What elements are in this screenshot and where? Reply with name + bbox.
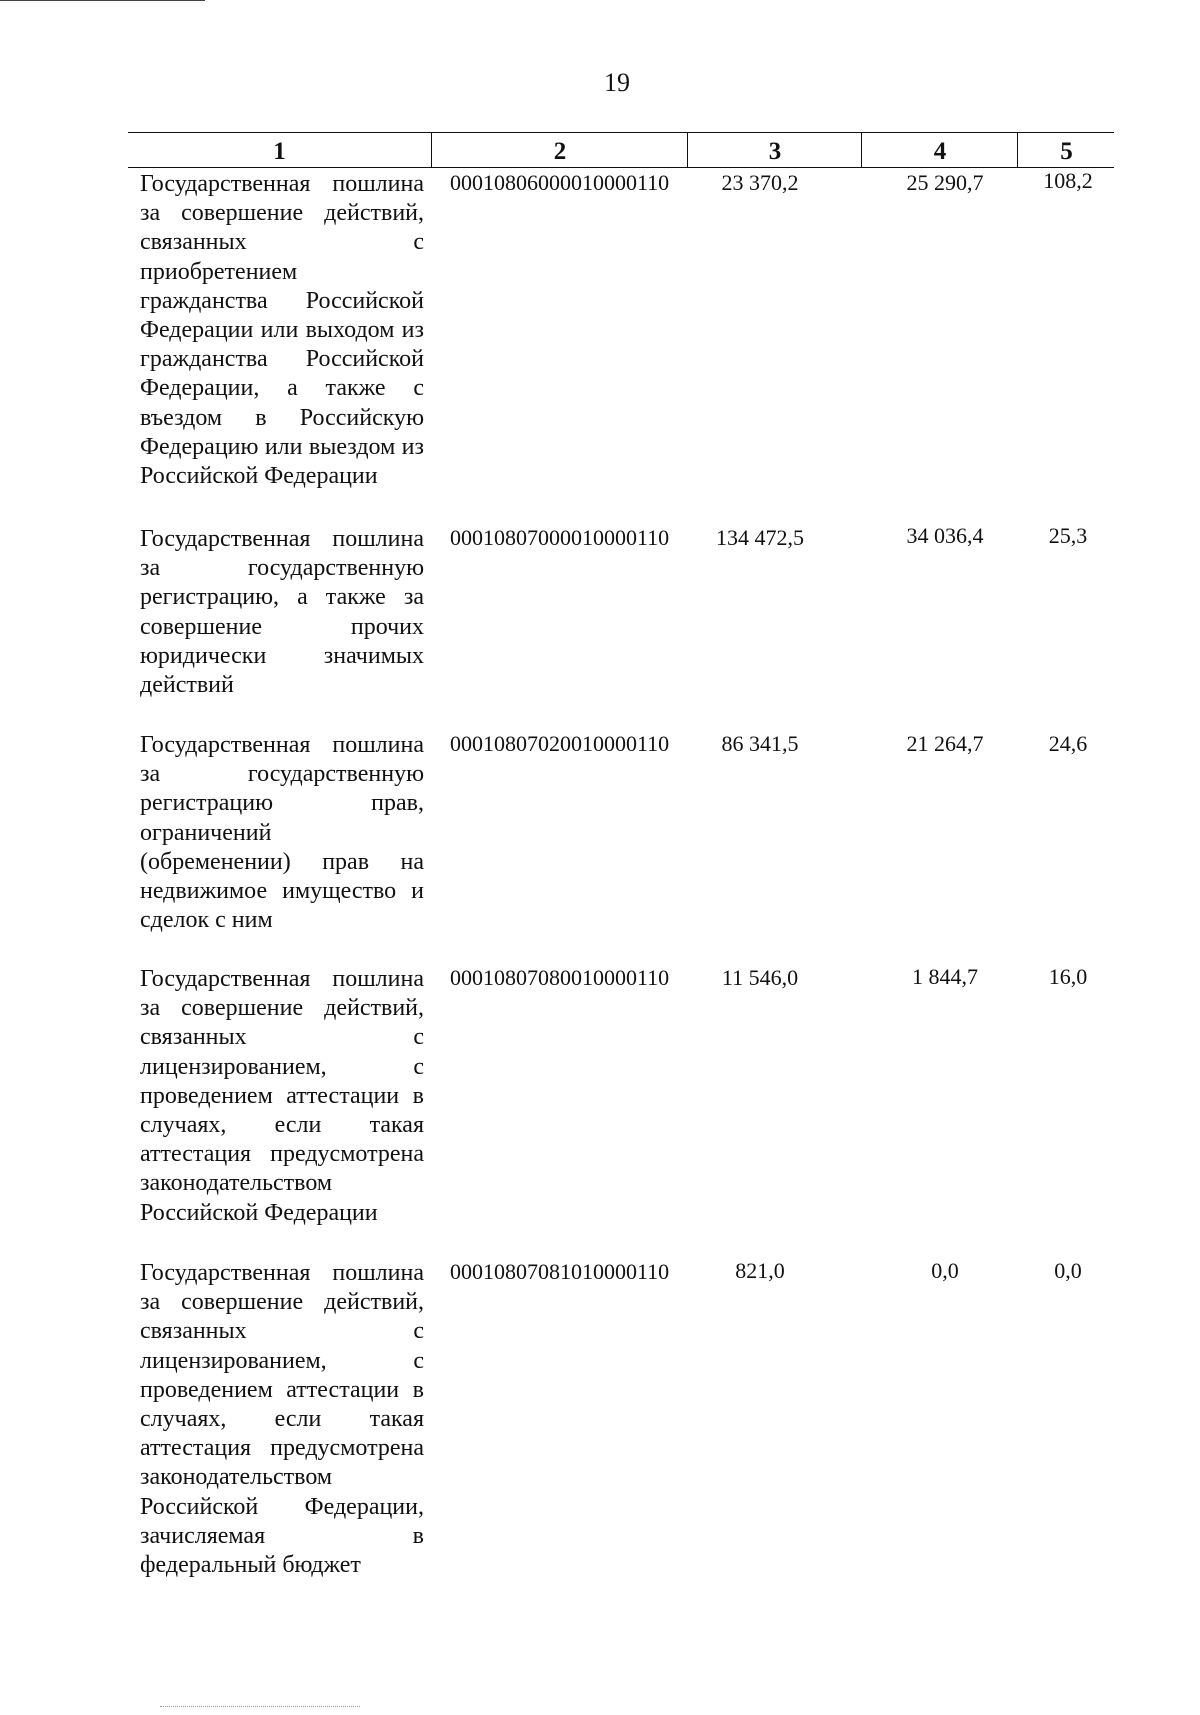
row-name: Государственная пошлина за совершение действий, связанных с лицензированием, с проведением аттестации в случаях, если такая аттестация предусмотрена законодательством Российской Федерации: [140, 966, 424, 1226]
row-code: 00010807020010000110: [450, 731, 670, 756]
row-value-col4: 21 264,7: [906, 731, 984, 756]
row-name: Государственная пошлина за совершение действий, связанных с лицензированием, с проведением аттестации в случаях, если такая аттестация предусмотрена законодательством Российской Федерации, зачисляемая в федеральный бюджет: [140, 1260, 424, 1579]
row-value-col5: 16,0: [1048, 964, 1088, 989]
row-code: 00010807080010000110: [450, 965, 670, 990]
scan-artifact: [160, 1706, 360, 1713]
row-value-col5: 0,0: [1054, 1258, 1082, 1283]
row-value-col5: 24,6: [1048, 731, 1088, 756]
row-value-col3: 23 370,2: [721, 170, 799, 195]
row-value-col4: 0,0: [931, 1258, 959, 1283]
row-value-col4: 34 036,4: [906, 523, 984, 548]
row-value-col3: 86 341,5: [721, 731, 799, 756]
row-code: 00010806000010000110: [450, 170, 670, 195]
row-name: Государственная пошлина за совершение действий, связанных с приобретением гражданства Российской Федерации или выходом из гражданства Российской Федерации, а также с въездом в Российскую Федерацию или выездом из Российской Федерации: [140, 171, 424, 490]
row-value-col3: 134 472,5: [716, 525, 804, 550]
row-code: 00010807081010000110: [450, 1259, 670, 1284]
table-header: [128, 132, 1114, 168]
row-name: Государственная пошлина за государственную регистрацию прав, ограничений (обременении) прав на недвижимое имущество и сделок с ним: [140, 732, 424, 934]
row-code: 00010807000010000110: [450, 525, 670, 550]
column-header-4: 4: [861, 133, 1018, 167]
scan-edge-line: [0, 0, 205, 1]
row-value-col5: 108,2: [1043, 168, 1093, 193]
column-header-2: 2: [431, 133, 688, 167]
column-header-5: 5: [1017, 133, 1115, 167]
column-header-3: 3: [687, 133, 862, 167]
row-value-col3: 11 546,0: [721, 965, 799, 990]
row-value-col5: 25,3: [1048, 523, 1088, 548]
row-value-col4: 25 290,7: [906, 170, 984, 195]
column-header-1: 1: [273, 138, 286, 165]
page-number: 19: [604, 68, 630, 97]
row-value-col3: 821,0: [735, 1258, 785, 1283]
row-name: Государственная пошлина за государственную регистрацию, а также за совершение прочих юридически значимых действий: [140, 526, 424, 699]
row-value-col4: 1 844,7: [912, 964, 978, 989]
